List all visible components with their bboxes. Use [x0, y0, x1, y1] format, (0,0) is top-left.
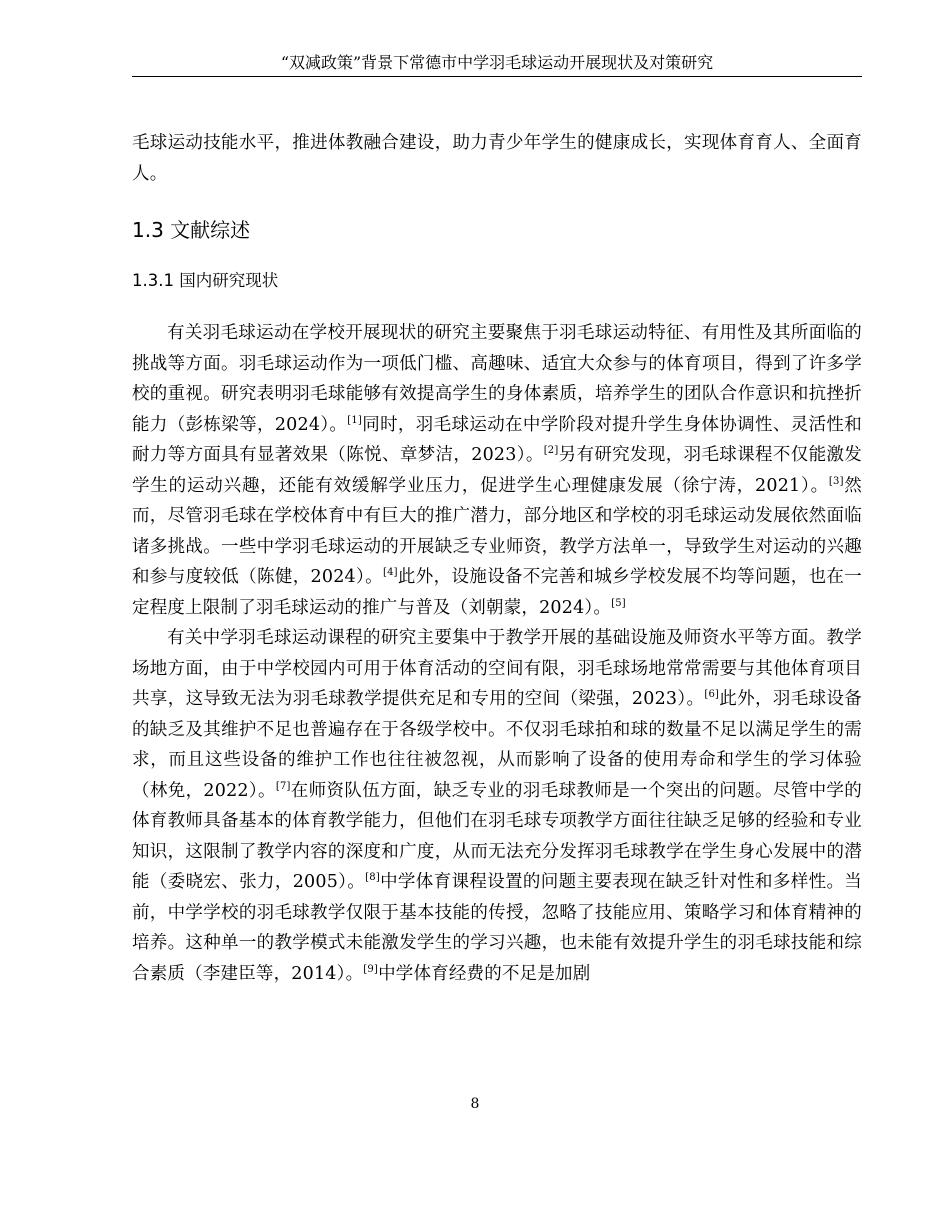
citation-marker: [1]	[347, 414, 363, 426]
citation-marker: [5]	[611, 597, 626, 609]
paragraph-2-segment: 此外，羽毛球设备的缺乏及其维护不足也普遍存在于各级学校中。不仅羽毛球拍和球的数量不足以满足学生的需求，而且这些设备的维护工作也往往被忽视，从而影响了设备的使用寿命和学生的学习体验（林免，2022）。	[132, 689, 862, 801]
citation-marker: [7]	[275, 780, 291, 792]
main-content	[132, 128, 862, 989]
continued-paragraph: 毛球运动技能水平，推进体教融合建设，助力青少年学生的健康成长，实现体育育人、全面育人。	[132, 133, 862, 184]
citation-marker: [3]	[828, 475, 844, 487]
page-number: 8	[470, 1096, 480, 1112]
running-header	[132, 52, 862, 77]
paragraph-1-segment: 同时，羽毛球运动在中学阶段对提升学生身体协调性、灵活性和耐力等方面具有显著效果（陈悦、章梦洁，2023）。	[132, 414, 862, 465]
paragraph-1-segment: 有关羽毛球运动在学校开展现状的研究主要聚焦于羽毛球运动特征、有用性及其所面临的挑战等方面。羽毛球运动作为一项低门槛、高趣味、适宜大众参与的体育项目，得到了许多学校的重视。研究表明羽毛球能够有效提高学生的身体素质，培养学生的团队合作意识和抗挫折能力（彭栋梁等，2024）。	[132, 323, 862, 435]
paragraph-2-segment: 在师资队伍方面，缺乏专业的羽毛球教师是一个突出的问题。尽管中学的体育教师具备基本的体育教学能力，但他们在羽毛球专项教学方面往往缺乏足够的经验和专业知识，这限制了教学内容的深度和广度，从而无法充分发挥羽毛球教学在学生身心发展中的潜能（委晓宏、张力，2005）。	[132, 780, 862, 892]
citation-marker: [8]	[365, 872, 380, 883]
paragraph-2-segment: 中学体育经费的不足是加剧	[378, 963, 591, 984]
citation-marker: [2]	[543, 445, 559, 456]
paragraph-2-segment: 中学体育课程设置的问题主要表现在缺乏针对性和多样性。当前，中学学校的羽毛球教学仅限于基本技能的传授，忽略了技能应用、策略学习和体育精神的培养。这种单一的教学模式未能激发学生的学习兴趣，也未能有效提升学生的羽毛球技能和综合素质（李建臣等，2014）。	[132, 872, 862, 984]
citation-marker: [4]	[383, 567, 398, 578]
citation-marker: [6]	[704, 689, 720, 700]
paragraph-1-segment: 此外，设施设备不完善和城乡学校发展不均等问题，也在一定程度上限制了羽毛球运动的推广与普及（刘朝蒙，2024）。	[132, 567, 862, 618]
subsection-heading: 1.3.1 国内研究现状	[132, 271, 279, 290]
paragraph-1-segment: 然而，尽管羽毛球在学校体育中有巨大的推广潜力，部分地区和学校的羽毛球运动发展依然面临诸多挑战。一些中学羽毛球运动的开展缺乏专业师资，教学方法单一，导致学生对运动的兴趣和参与度较低（陈健，2024）。	[132, 475, 862, 587]
paragraph-2	[132, 623, 862, 989]
section-heading: 1.3 文献综述	[132, 218, 251, 242]
running-header-title: “双减政策”背景下常德市中学羽毛球运动开展现状及对策研究	[280, 53, 714, 72]
paragraph-1	[132, 318, 862, 623]
citation-marker: [9]	[363, 963, 379, 975]
paragraph-1-segment: 另有研究发现，羽毛球课程不仅能激发学生的运动兴趣，还能有效缓解学业压力，促进学生心理健康发展（徐宁涛，2021）。	[132, 445, 862, 496]
paragraph-2-segment: 有关中学羽毛球运动课程的研究主要集中于教学开展的基础设施及师资水平等方面。教学场地方面，由于中学校园内可用于体育活动的空间有限，羽毛球场地常常需要与其他体育项目共享，这导致无法为羽毛球教学提供充足和专用的空间（梁强，2023）。	[132, 628, 862, 709]
